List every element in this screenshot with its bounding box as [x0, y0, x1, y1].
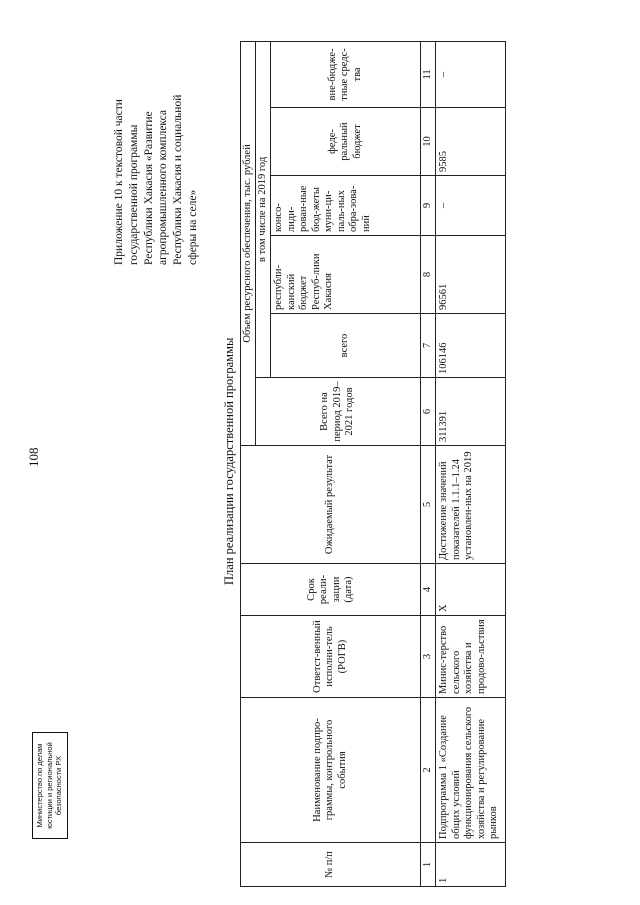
column-number: 3 [421, 616, 436, 698]
page-number: 108 [26, 447, 41, 467]
column-number: 7 [421, 314, 436, 378]
table-row [436, 41, 506, 886]
column-number-row [421, 41, 436, 886]
header-name: Наименование подпро-граммы, контрольного события [241, 698, 421, 843]
header-result: Ожидаемый результат [241, 446, 421, 564]
ministry-stamp: Министерство по делам юстиции и региональной безопасности РХ [32, 732, 68, 839]
column-number: 5 [421, 446, 436, 564]
row-term: X [436, 564, 506, 616]
column-number: 2 [421, 698, 436, 843]
appendix-note: Приложение 10 к текстовой части государственной программы Республики Хакасия «Развитие агропромышленного комплекса Республики Хакасия и социальной сферы на селе» [113, 94, 199, 265]
header-extrabudget: вне-бюдже-тные средс-тва [271, 41, 421, 107]
row-num: 1 [436, 843, 506, 887]
header-executor: Ответст-венный исполни-тель (РОГВ) [241, 616, 421, 698]
header-year-group: в том числе на 2019 год [256, 41, 271, 377]
header-row-1 [241, 41, 256, 886]
column-number: 9 [421, 176, 436, 236]
header-resources: Объем ресурсного обеспечения, тыс. рублей [241, 41, 256, 445]
row-result: Достижение значений показателей 1.1.1–1.24 установлен-ных на 2019 [436, 446, 506, 564]
column-number: 11 [421, 41, 436, 107]
header-total-period: Всего на период 2019–2021 годов [256, 378, 421, 446]
header-municipal-budget: консо-лиди-рован-ные бюд-жеты муни-ци-паль-ных обра-зова-ний [271, 176, 421, 236]
row-name: Подпрограмма 1 «Создание общих условий функционирования сельского хозяйства и регулирование рынков [436, 698, 506, 843]
row-federal: 9585 [436, 108, 506, 176]
row-total-period: 311391 [436, 378, 506, 446]
column-number: 1 [421, 843, 436, 887]
column-number: 6 [421, 378, 436, 446]
header-republic-budget: республи-канский бюджет Респуб-лики Хакасия [271, 236, 421, 314]
header-federal-budget: феде-ральный бюджет [271, 108, 421, 176]
column-number: 10 [421, 108, 436, 176]
header-total-2019: всего [271, 314, 421, 378]
header-term: Срок реали-зации (дата) [241, 564, 421, 616]
plan-table [240, 41, 506, 887]
row-executor: Минис-терство сельского хозяйства и продово-льствия [436, 616, 506, 698]
row-total-2019: 106146 [436, 314, 506, 378]
row-republic: 96561 [436, 236, 506, 314]
column-number: 8 [421, 236, 436, 314]
row-municipal: – [436, 176, 506, 236]
header-num: № п/п [241, 843, 421, 887]
column-number: 4 [421, 564, 436, 616]
row-extrabudget: – [436, 41, 506, 107]
plan-title: План реализации государственной программы [222, 337, 236, 585]
